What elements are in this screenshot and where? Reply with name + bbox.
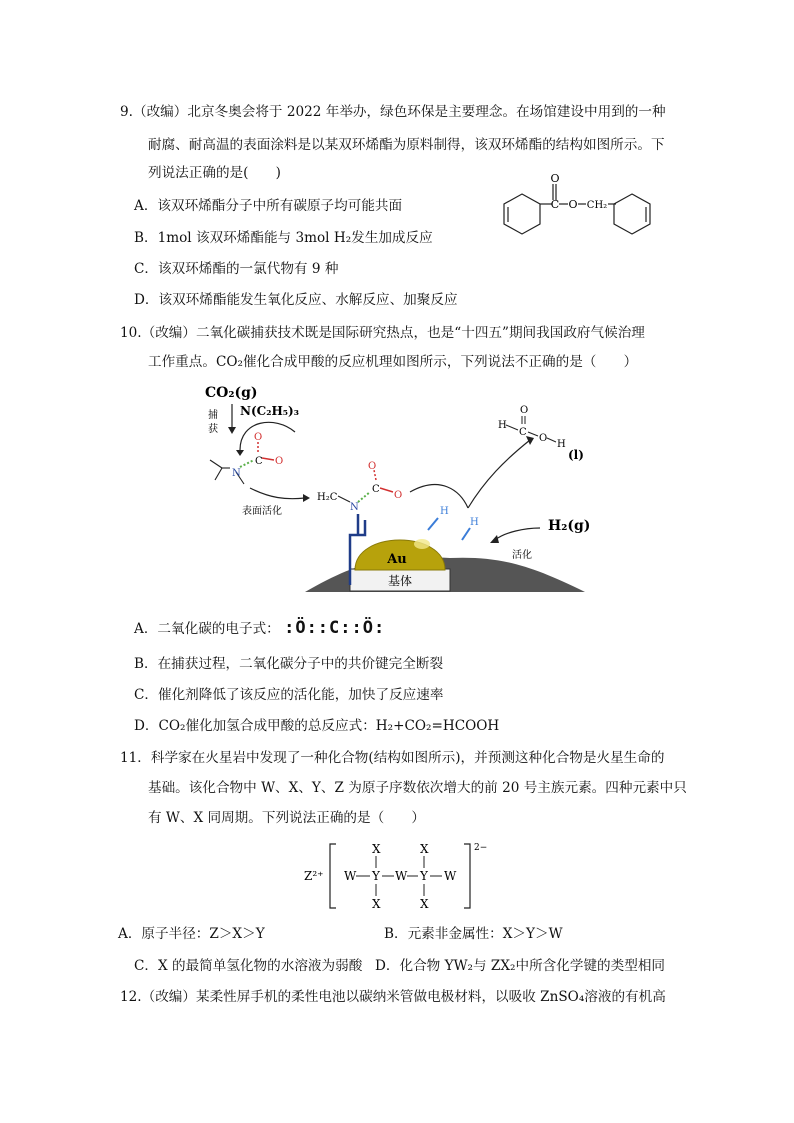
substrate-label: 基体	[387, 574, 413, 588]
adduct-o-1: O	[275, 456, 284, 467]
x-atom-3: X	[372, 897, 381, 911]
co2-gas-label: CO₂(g)	[205, 385, 258, 401]
carbonyl-oxygen: O	[550, 172, 560, 185]
adduct-o-2: O	[254, 432, 263, 443]
q10-line-1: 10.（改编）二氧化碳捕获技术既是国际研究热点，也是“十四五”期间我国政府气候治理	[120, 325, 645, 341]
w-atom-1: W	[344, 869, 357, 883]
q9-line-2: 耐腐、耐高温的表面涂料是以某双环烯酯为原料制得，该双环烯酯的结构如图所示。下	[148, 137, 665, 153]
intermediate-o-2: O	[368, 461, 377, 472]
q10-option-a	[134, 618, 385, 639]
q9-option-c: C．该双环烯酯的一氯代物有 9 种	[134, 261, 339, 277]
q10-line-2: 工作重点。CO₂催化合成甲酸的反应机理如图所示，下列说法不正确的是（ ）	[148, 354, 638, 370]
y-atom-2: Y	[420, 869, 428, 883]
q11-option-a: A．原子半径：Z＞X＞Y	[118, 926, 265, 942]
carbonyl-carbon: C	[550, 198, 560, 211]
q11-line-1: 11．科学家在火星岩中发现了一种化合物(结构如图所示)，并预测这种化合物是火星生命的	[120, 750, 665, 766]
x-atom-4: X	[420, 897, 429, 911]
q10-option-b: B．在捕获过程，二氧化碳分子中的共价键完全断裂	[134, 656, 444, 672]
compound-structure	[300, 838, 500, 914]
q11-option-b: B．元素非金属性：X＞Y＞W	[384, 926, 563, 942]
q9-line-3: 列说法正确的是( )	[148, 165, 281, 181]
capture-label-2: 获	[208, 424, 218, 435]
hydrogen-1: H	[440, 506, 449, 517]
w-atom-2: W	[395, 869, 408, 883]
au-label: Au	[387, 552, 407, 567]
q9-line-1: 9.（改编）北京冬奥会将于 2022 年举办，绿色环保是主要理念。在场馆建设中用到的一种	[120, 104, 666, 120]
intermediate-n: N	[350, 502, 359, 513]
hydrogen-2: H	[470, 517, 479, 528]
formic-c: C	[519, 427, 527, 438]
ch2-group: CH₂	[586, 200, 608, 211]
q11-line-2: 基础。该化合物中 W、X、Y、Z 为原子序数依次增大的前 20 号主族元素。四种元素中只	[148, 780, 687, 796]
x-atom-2: X	[420, 842, 429, 856]
q9-option-d: D．该双环烯酯能发生氧化反应、水解反应、加聚反应	[134, 292, 458, 308]
formic-h-left: H	[498, 420, 507, 431]
x-atom-1: X	[372, 842, 381, 856]
co2-hydrogenation-mechanism	[200, 380, 595, 596]
capture-label-1: 捕	[208, 410, 218, 421]
h2-gas-label: H₂(g)	[548, 518, 591, 534]
bicyclic-ester-structure	[490, 172, 670, 244]
q11-option-c: C．X 的最简单氢化物的水溶液为弱酸	[134, 958, 363, 974]
activation-label: 活化	[512, 550, 532, 561]
formic-o-top: O	[520, 405, 529, 416]
liquid-state-label: (l)	[568, 448, 584, 462]
q10-option-d: D．CO₂催化加氢合成甲酸的总反应式：H₂+CO₂=HCOOH	[134, 718, 500, 734]
h2c-label: H₂C	[317, 492, 338, 503]
q10-option-c: C．催化剂降低了该反应的活化能，加快了反应速率	[134, 687, 444, 703]
intermediate-c: C	[372, 484, 380, 495]
q10-option-a-text: A．二氧化碳的电子式：	[134, 621, 280, 637]
anion-charge: 2−	[474, 843, 488, 853]
amine-n: N	[232, 468, 241, 479]
ether-oxygen: O	[568, 198, 578, 211]
intermediate-o-1: O	[394, 490, 403, 501]
q11-line-3: 有 W、X 同周期。下列说法正确的是（ ）	[148, 810, 425, 826]
q9-option-a: A．该双环烯酯分子中所有碳原子均可能共面	[134, 198, 403, 214]
co2-electron-formula: :Ö::C::Ö:	[284, 618, 386, 638]
w-atom-3: W	[444, 869, 457, 883]
surface-activation-label: 表面活化	[242, 506, 282, 517]
triethylamine-label: N(C₂H₅)₃	[240, 404, 299, 418]
formic-o: O	[539, 433, 548, 444]
q11-option-d: D．化合物 YW₂与 ZX₂中所含化学键的类型相同	[375, 958, 666, 974]
adduct-c: C	[255, 456, 263, 467]
q9-option-b: B．1mol 该双环烯酯能与 3mol H₂发生加成反应	[134, 230, 433, 246]
q12-line-1: 12.（改编）某柔性屏手机的柔性电池以碳纳米管做电极材料，以吸收 ZnSO₄溶液的有机高	[120, 989, 666, 1005]
formic-h-right: H	[557, 439, 566, 450]
y-atom-1: Y	[372, 869, 380, 883]
z-cation: Z²⁺	[304, 869, 324, 883]
